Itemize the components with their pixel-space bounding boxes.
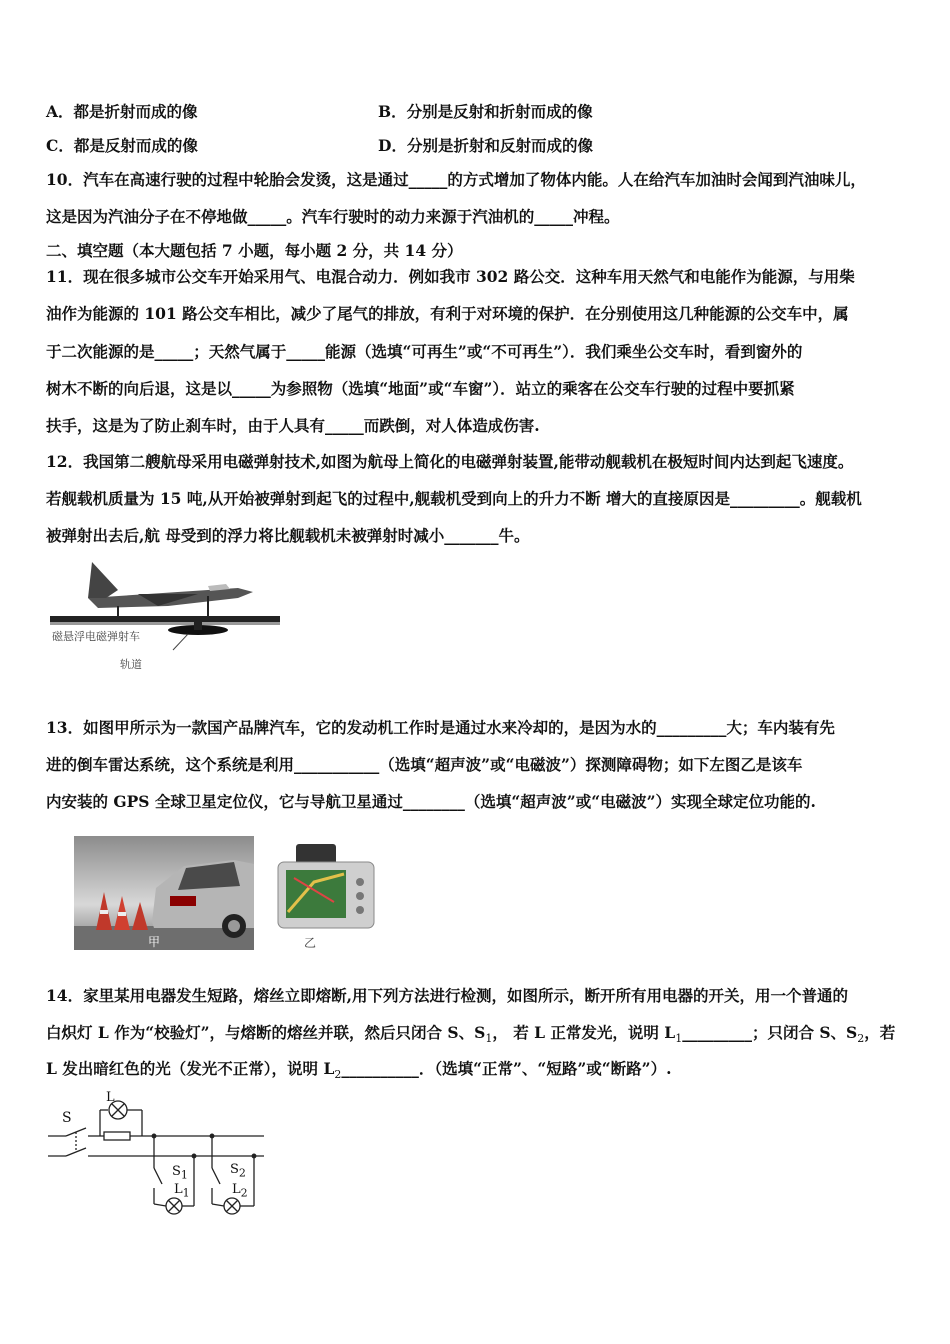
lamp-l-label: L xyxy=(106,1090,115,1105)
switch-s-label: S xyxy=(62,1110,72,1126)
q11-line-4: 树木不断的向后退，这是以_____为参照物（选填“地面”或“车窗”）．站立的乘客在公交车行驶的过程中要抓紧 xyxy=(46,379,795,398)
option-b: B．分别是反射和折射而成的像 xyxy=(378,102,593,121)
q11-line-5: 扶手，这是为了防止刹车时，由于人具有_____而跌倒，对人体造成伤害. xyxy=(46,416,540,435)
lamp-l1-label: $L_1$ xyxy=(174,1182,190,1200)
circuit-diagram xyxy=(44,1088,270,1222)
car-photo xyxy=(74,836,254,950)
lamp-l2-label: $L_2$ xyxy=(232,1182,248,1200)
q11-line-1: 11．现在很多城市公交车开始采用气、电混合动力．例如我市 302 路公交．这种车用天然气和电能作为能源，与用柴 xyxy=(46,267,855,286)
section-heading: 二、填空题（本大题包括 7 小题，每小题 2 分，共 14 分） xyxy=(46,241,463,260)
q13-line-1: 13．如图甲所示为一款国产品牌汽车，它的发动机工作时是通过水来冷却的，是因为水的_________大；车内装有先 xyxy=(46,718,835,737)
q14-line-1: 14．家里某用电器发生短路，熔丝立即熔断,用下列方法进行检测，如图所示，断开所有用电器的开关，用一个普通的 xyxy=(46,986,848,1005)
figure-b-label: 乙 xyxy=(304,936,317,950)
q12-line-2: 若舰载机质量为 15 吨,从开始被弹射到起飞的过程中,舰载机受到向上的升力不断 增大的直接原因是_________。舰载机 xyxy=(46,489,862,508)
gps-device-figure xyxy=(274,842,378,952)
catapult-figure xyxy=(48,558,284,674)
q14-line-3: L 发出暗红色的光（发光不正常），说明 $L_2\_\_\_\_\_\_\_\_\_\_$．（选填“正常”、“短路”或“断路”）. xyxy=(46,1059,672,1082)
track-label: 轨道 xyxy=(120,658,142,671)
catapult-car-label: 磁悬浮电磁弹射车 xyxy=(52,630,140,643)
option-a: A．都是折射而成的像 xyxy=(46,102,198,121)
q13-line-3: 内安装的 GPS 全球卫星定位仪，它与导航卫星通过________（选填“超声波”或“电磁波”）实现全球定位功能的. xyxy=(46,792,816,811)
option-c: C．都是反射而成的像 xyxy=(46,136,198,155)
q11-line-3: 于二次能源的是_____；天然气属于_____能源（选填“可再生”或“不可再生”）．我们乘坐公交车时，看到窗外的 xyxy=(46,342,803,361)
option-d: D．分别是折射和反射而成的像 xyxy=(378,136,593,155)
q10-line-1: 10．汽车在高速行驶的过程中轮胎会发烫，这是通过_____的方式增加了物体内能。人在给汽车加油时会闻到汽油味儿， xyxy=(46,170,866,189)
q12-line-1: 12．我国第二艘航母采用电磁弹射技术,如图为航母上简化的电磁弹射装置,能带动舰载机在极短时间内达到起飞速度。 xyxy=(46,452,854,471)
switch-s1-label: $S_1$ xyxy=(172,1164,188,1182)
q12-line-3: 被弹射出去后,航 母受到的浮力将比舰载机未被弹射时减小_______牛。 xyxy=(46,526,530,545)
q13-line-2: 进的倒车雷达系统，这个系统是利用___________（选填“超声波”或“电磁波”）探测障碍物；如下左图乙是该车 xyxy=(46,755,803,774)
q10-line-2: 这是因为汽油分子在不停地做_____。汽车行驶时的动力来源于汽油机的_____冲程。 xyxy=(46,207,620,226)
q14-line-2: 白炽灯 L 作为“校验灯”，与熔断的熔丝并联，然后只闭合 S、$S_1$， 若 L 正常发光，说明 $L_1\_\_\_\_\_\_\_\_\_$；只闭合 S、$S_2$，若 xyxy=(46,1023,896,1046)
figure-a-label: 甲 xyxy=(148,935,161,949)
q11-line-2: 油作为能源的 101 路公交车相比，减少了尾气的排放，有利于对环境的保护．在分别使用这几种能源的公交车中，属 xyxy=(46,304,849,323)
switch-s2-label: $S_2$ xyxy=(230,1162,246,1180)
